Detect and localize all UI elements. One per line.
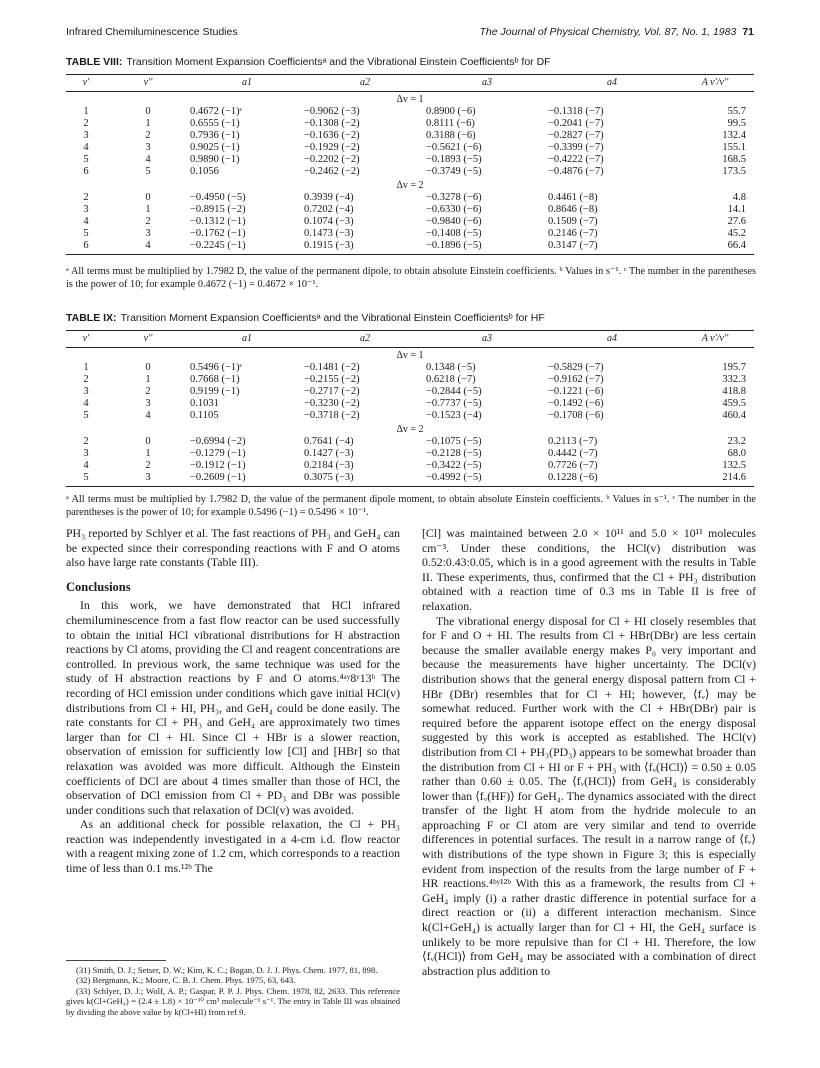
table-cell: 0 [145,106,151,117]
table-cell: 3 [106,472,190,487]
table-cell: −0.2844 (−5) [426,386,482,397]
group-row [66,92,754,107]
table-cell: −0.8915 (−2) [190,204,246,215]
table-cell: 0.8900 (−6) [426,106,476,117]
column-header: v'' [106,331,190,348]
table-cell: −0.1929 (−2) [304,142,360,153]
table-row [66,142,754,154]
table-cell: 132.5 [722,460,746,471]
table-cell: 2 [83,436,89,447]
table8-title: Transition Moment Expansion Coefficientsᵃ and the Vibrational Einstein Coefficientsᵇ for DF [126,56,551,68]
table-cell: −0.1492 (−6) [548,398,604,409]
table-cell: 1 [145,118,151,129]
table-cell: −0.2155 (−2) [304,374,360,385]
table-cell: 2 [145,386,151,397]
table-cell: 5 [83,410,89,421]
table-cell: −0.1221 (−6) [548,386,604,397]
table-cell: 0 [145,192,151,203]
table-cell: −0.2245 (−1) [190,240,304,255]
table-cell: 132.4 [722,130,746,141]
table-cell: 5 [145,166,151,177]
paragraph-energy-disposal: The vibrational energy disposal for Cl + HI closely resembles that for F and O + HI. The results from Cl + HBr(DBr) are less certain because the smaller available energy makes P₀ very important and because the measurements have higher uncertainty. The DCl(v) distribution shows that the general energy disposal pattern from Cl + HBr (DBr) resembles that for Cl + HI; however, ⟨fᵥ⟩ may be somewhat reduced. Further work with the Cl + HBr(DBr) pair is required before the apparent isotope effect on the energy disposal suggested by this work is accepted as established. The HCl(v) distribution from Cl + PH₃(PD₃) appears to be somewhat broader than the distribution from Cl + HI or F + PH₃ with ⟨fᵥ(HCl)⟩ = 0.50 ± 0.05 rather than 0.60 ± 0.05. The ⟨fᵥ(HCl)⟩ from GeH₄ is considerably lower than ⟨fᵥ(HF)⟩ for GeH₄. The dynamics associated with the direct transfer of the light H atom from the hydride molecule to an approaching F or Cl atom are very similar and tend to override differences in potential surfaces. The result in a narrow range of ⟨fᵥ⟩ with distributions of the type shown in Figure 3; this is especially evident from inspection of the results from the large number of F + HR reactions.⁴ᵇʸ¹²ᵇ With this as a framework, the results from Cl + GeH₄ imply (i) a rather drastic difference in potential surface for a direct reaction or (ii) a different interaction mechanism. Since k(Cl+GeH₄) is actually larger than for Cl + HI, the GeH₄ surface is unlikely to be more repulsive than for Cl + HI. Therefore, the low ⟨fᵥ(HCl)⟩ from GeH₄ may be associated with a combination of direct abstraction plus addition to [422,613,756,978]
table-cell: 99.5 [727,118,746,129]
table-row [66,472,754,487]
table-cell: −0.1708 (−6) [548,410,604,421]
table-cell: 0.1427 (−3) [304,448,354,459]
table-cell: 0.4442 (−7) [548,448,598,459]
table-cell: 0.9890 (−1) [190,154,240,165]
table-cell: −0.9062 (−3) [304,106,360,117]
table-header-row [66,75,754,92]
table-cell: 1 [145,448,151,459]
reference-33: (33) Schlyer, D. J.; Wolf, A. P.; Gaspar, P. P. J. Phys. Chem. 1978, 82, 2633. This reference gives k(Cl+GeH₄) = (2.4 ± 1.8) × 10⁻¹⁰ cm³ molecule⁻¹ s⁻¹. The entry in Table III was obtained by dividing the above value by k(Cl+HI) from ref 9. [66,985,400,1017]
table-cell: −0.2128 (−5) [426,448,482,459]
group-row [66,178,754,192]
table-row [66,374,754,386]
table-cell: 0.2184 (−3) [304,460,354,471]
table-cell: 3 [83,204,89,215]
table-cell: 0.7641 (−4) [304,436,354,447]
table-cell: 0.7726 (−7) [548,460,598,471]
table-cell: 1 [145,204,151,215]
table-cell: 45.2 [727,228,746,239]
table-cell: 0.8646 (−8) [548,204,598,215]
table-cell: 0.6218 (−7) [426,374,476,385]
table-row [66,106,754,118]
paragraph-conclusions: In this work, we have demonstrated that HCl infrared chemiluminescence from a fast flow reactor can be used successfully to obtain the initial HCl vibrational distributions for H abstraction reactions by Cl atoms, providing the Cl and reagent concentrations are controlled. In previous work, the same technique was used for the study of H abstraction reactions by F and O atoms.⁴ᵃʸ8ʸ13ᵇ The recording of HCl emission under conditions which gave initial HCl(v) distributions from Cl + HI, PH₃, and GeH₄ could be done easily. The rate constants for Cl + PH₃ and GeH₄ are approximately two times larger than for Cl + HI. Since Cl + HBr is a slower reaction, observation of emission for sufficiently low [Cl] and [HBr] so that relaxation was avoided was more difficult. Although the Einstein coefficients of DCl are about 4 times smaller than those of HCl, the observation of DCl emission from Cl + PD₃ and DBr was possible under conditions such that relaxation of DCl(v) was avoided. [66,598,400,817]
table8-caption [66,56,754,68]
table-cell: −0.3718 (−2) [304,410,360,421]
page-number: 71 [742,26,754,38]
table-cell: 4.8 [732,192,746,203]
table-cell: 0.1074 (−3) [304,216,354,227]
table-cell: 460.4 [722,410,746,421]
column-header: v' [66,75,106,92]
table-cell: −0.2717 (−2) [304,386,360,397]
table-cell: −0.2827 (−7) [548,130,604,141]
table-cell: 27.6 [727,216,746,227]
table-cell: 418.8 [722,386,746,397]
left-column [66,526,400,876]
reference-31: (31) Smith, D. J.; Setser, D. W.; Kim, K. C.; Bogan, D. J. J. Phys. Chem. 1977, 81, 898. [76,965,378,975]
table-cell: −0.1762 (−1) [190,228,246,239]
table-cell: −0.2202 (−2) [304,154,360,165]
table-cell: −0.1523 (−4) [426,410,482,421]
table-cell: 3 [83,386,89,397]
table-cell: −0.1312 (−1) [190,216,246,227]
table-cell: −0.5829 (−7) [548,362,604,373]
table-cell: 68.0 [727,448,746,459]
table-cell: 0.1473 (−3) [304,228,354,239]
table-cell: 0.8111 (−6) [426,118,475,129]
group-label: Δv = 2 [396,180,424,191]
group-row [66,348,754,363]
table-cell: 155.1 [722,142,746,153]
table-cell: 3 [145,142,151,153]
column-header: a4 [548,331,676,348]
table-row [66,386,754,398]
column-header: v' [66,331,106,348]
table-cell: −0.2609 (−1) [190,472,304,487]
table-cell: 0.1056 [190,166,219,177]
table-row [66,192,754,204]
table-cell: −0.9162 (−7) [548,374,604,385]
table-cell: 1 [83,362,89,373]
running-header-left: Infrared Chemiluminescence Studies [66,26,238,38]
column-header: a1 [190,75,304,92]
table-cell: 2 [83,192,89,203]
column-header: a2 [304,331,426,348]
table-cell: 2 [145,460,151,471]
table-cell: 4 [145,154,151,165]
table8-footnote: ᵃ All terms must be multiplied by 1.7982 D, the value of the permanent dipole, to obtain absolute Einstein coefficients. ᵇ Values in s⁻¹. ᶜ The number in the parentheses is the power of 10; for example 0.4672 (−1) = 0.4672 × 10⁻¹. [66,266,756,290]
column-header: a3 [426,75,548,92]
table-cell: 2 [145,216,151,227]
column-header: a2 [304,75,426,92]
table-cell: 1 [145,374,151,385]
table-cell: 173.5 [722,166,746,177]
table-cell: 5 [83,154,89,165]
table-cell: 0.3147 (−7) [548,240,676,255]
table-row [66,118,754,130]
table-row [66,362,754,374]
table-cell: 0.3075 (−3) [304,472,426,487]
table-cell: 3 [145,228,151,239]
table8 [66,74,754,255]
table-cell: 0.3939 (−4) [304,192,354,203]
group-label: Δv = 2 [396,424,424,435]
table-cell: −0.9840 (−6) [426,216,482,227]
column-header: a1 [190,331,304,348]
table-cell: 66.4 [676,240,754,255]
table-cell: −0.1075 (−5) [426,436,482,447]
running-header [66,26,754,42]
table-cell: −0.3230 (−2) [304,398,360,409]
table-cell: 4 [83,460,89,471]
table-cell: 0.1031 [190,398,219,409]
reference-32: (32) Bergmann, K.; Moore, C. B. J. Chem. Phys. 1975, 63, 643. [76,975,296,986]
table-cell: 6 [66,240,106,255]
column-header: a3 [426,331,548,348]
table-row [66,448,754,460]
table-cell: 23.2 [727,436,746,447]
column-header: A v'/v'' [676,75,754,92]
right-column [422,526,756,978]
table9 [66,330,754,487]
table-cell: 55.7 [727,106,746,117]
table-cell: 0.1915 (−3) [304,240,426,255]
table-cell: 0.2113 (−7) [548,436,598,447]
table-cell: 0.7202 (−4) [304,204,354,215]
table-cell: 5 [83,228,89,239]
table-cell: −0.1893 (−5) [426,154,482,165]
table-cell: −0.3422 (−5) [426,460,482,471]
group-row [66,422,754,436]
table-cell: −0.6994 (−2) [190,436,246,447]
table-cell: 0.5496 (−1)ᶜ [190,362,243,373]
table-cell: 2 [145,130,151,141]
section-heading-conclusions: Conclusions [66,579,131,594]
table-cell: 0.3188 (−6) [426,130,476,141]
table-cell: 3 [83,448,89,459]
table-cell: −0.1318 (−7) [548,106,604,117]
paragraph-relaxation-check: As an additional check for possible relaxation, the Cl + PH₃ reaction was independently investigated in a 4-cm i.d. flow reactor with a reagent mixing zone of 1.2 cm, which corresponds to a reaction time of less than 0.1 ms.¹²ᵇ The [66,817,400,876]
table-cell: 6 [83,166,89,177]
table-cell: 3 [83,130,89,141]
table-cell: 0 [145,436,151,447]
table-cell: 4 [83,142,89,153]
table-cell: 0.1509 (−7) [548,216,598,227]
table-cell: 0.1105 [190,410,219,421]
table-cell: 0.1348 (−5) [426,362,476,373]
table-row [66,216,754,228]
table9-footnote: ᵃ All terms must be multiplied by 1.7982 D, the value of the permanent dipole moment, to obtain absolute Einstein coefficients. ᵇ Values in s⁻¹. ᶜ The number in the parentheses is the power of 10; for example 0.5496 (−1) = 0.5496 × 10⁻¹. [66,494,756,518]
table-cell: 0.9025 (−1) [190,142,240,153]
table-cell: −0.6330 (−6) [426,204,482,215]
table-cell: −0.4992 (−5) [426,472,548,487]
table-cell: −0.1481 (−2) [304,362,360,373]
table-cell: 214.6 [676,472,754,487]
table-row [66,398,754,410]
table-cell: −0.3278 (−6) [426,192,482,203]
table-cell: −0.3399 (−7) [548,142,604,153]
table-cell: 5 [66,472,106,487]
table9-label: TABLE IX: [66,312,117,324]
table-cell: −0.4950 (−5) [190,192,246,203]
table-row [66,228,754,240]
table-cell: −0.4222 (−7) [548,154,604,165]
table-cell: 1 [83,106,89,117]
table-row [66,204,754,216]
table-cell: −0.4876 (−7) [548,166,604,177]
table-cell: −0.1408 (−5) [426,228,482,239]
table-cell: 0 [145,362,151,373]
table-cell: 0.7936 (−1) [190,130,240,141]
table-row [66,436,754,448]
table-cell: 4 [83,216,89,227]
table-cell: 2 [83,374,89,385]
table-row [66,154,754,166]
table-cell: 0.7668 (−1) [190,374,240,385]
reference-rule [66,960,166,961]
paragraph-cl-concentration: [Cl] was maintained between 2.0 × 10¹¹ and 5.0 × 10¹¹ molecules cm⁻³. Under these conditions, the HCl(v) distribution was 0.52:0.43:0.05, which is in a good agreement with the results in Table II. These experiments, thus, confirmed that the Cl + PH₃ distribution obtained with a reaction time of 0.3 ms in Table II is free of relaxation. [422,526,756,613]
table9-caption [66,312,754,324]
table-cell: 459.5 [722,398,746,409]
running-header-right [480,26,754,38]
table-header-row [66,331,754,348]
table-cell: −0.3749 (−5) [426,166,482,177]
paragraph-ph3-intro: PH₃ reported by Schlyer et al. The fast reactions of PH₃ and GeH₄ can be expected since their corresponding reactions with F and O atoms also have large rate constants (Table III). [66,526,400,570]
table-row [66,410,754,422]
table-cell: −0.1636 (−2) [304,130,360,141]
table-cell: 168.5 [722,154,746,165]
table-cell: −0.1279 (−1) [190,448,246,459]
table8-label: TABLE VIII: [66,56,123,68]
table-cell: 332.3 [722,374,746,385]
table-cell: −0.7737 (−5) [426,398,482,409]
table-row [66,460,754,472]
table-cell: 0.4672 (−1)ᶜ [190,106,243,117]
table-cell: 0.9199 (−1) [190,386,240,397]
table-cell: 0.2146 (−7) [548,228,598,239]
table-row [66,166,754,178]
group-label: Δv = 1 [396,350,424,361]
table-cell: 4 [145,410,151,421]
table-cell: 14.1 [727,204,746,215]
table-cell: −0.1308 (−2) [304,118,360,129]
table-cell: 0.6555 (−1) [190,118,240,129]
group-label: Δv = 1 [396,94,424,105]
table-cell: 0.1228 (−6) [548,472,676,487]
table9-title: Transition Moment Expansion Coefficientsᵃ and the Vibrational Einstein Coefficientsᵇ for HF [120,312,545,324]
table-row [66,240,754,255]
column-header: A v'/v'' [676,331,754,348]
table-cell: −0.2041 (−7) [548,118,604,129]
table-cell: 3 [145,398,151,409]
table-cell: 195.7 [722,362,746,373]
table-cell: 4 [106,240,190,255]
table-cell: −0.1912 (−1) [190,460,246,471]
table-cell: 0.4461 (−8) [548,192,598,203]
table-row [66,130,754,142]
column-header: v'' [106,75,190,92]
table-cell: −0.1896 (−5) [426,240,548,255]
column-header: a4 [548,75,676,92]
references [66,960,400,1017]
table-cell: −0.2462 (−2) [304,166,360,177]
table-cell: 2 [83,118,89,129]
journal-citation: The Journal of Physical Chemistry, Vol. 87, No. 1, 1983 [479,26,737,38]
table-cell: −0.5621 (−6) [426,142,482,153]
table-cell: 4 [83,398,89,409]
